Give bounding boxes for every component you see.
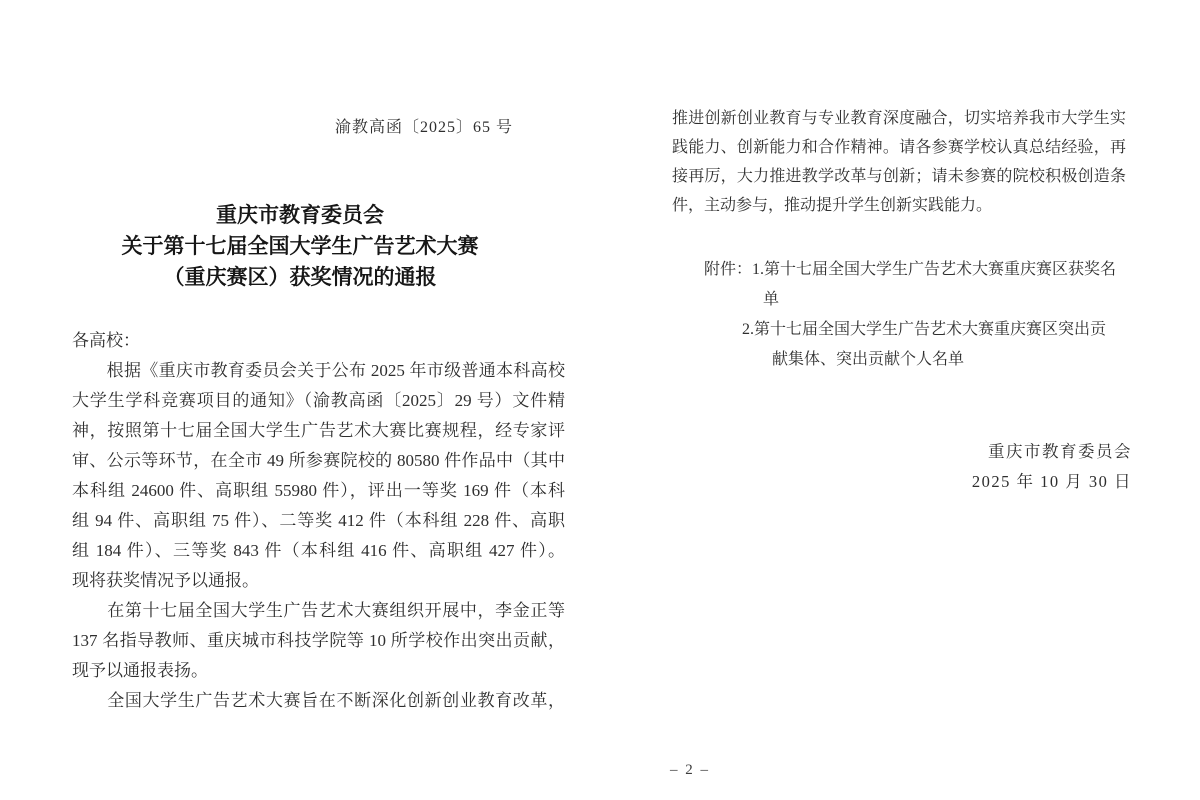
- body-line: 在第十七届全国大学生广告艺术大赛组织开展中，李金正等: [72, 601, 565, 620]
- title-line: 关于第十七届全国大学生广告艺术大赛: [121, 234, 479, 258]
- body-line: 现将获奖情况予以通报。: [72, 571, 259, 590]
- attachment-line: 献集体、突出贡献个人名单: [772, 351, 965, 368]
- body-line: 大学生学科竞赛项目的通知》（渝教高函〔2025〕29 号）文件精: [72, 391, 565, 410]
- body-line: 现予以通报表扬。: [72, 661, 208, 680]
- body-line: 践能力、创新能力和合作精神。请各参赛学校认真总结经验，再: [672, 139, 1126, 156]
- body-line: 接再厉，大力推进教学改革与创新；请未参赛的院校积极创造条: [672, 168, 1126, 185]
- body-line: 推进创新创业教育与专业教育深度融合，切实培养我市大学生实: [672, 110, 1126, 127]
- body-line: 根据《重庆市教育委员会关于公布 2025 年市级普通本科高校: [72, 361, 565, 380]
- body-line: 本科组 24600 件、高职组 55980 件），评出一等奖 169 件（本科: [72, 481, 565, 500]
- page-1-body: [72, 326, 565, 716]
- title-line: （重庆赛区）获奖情况的通报: [163, 265, 437, 289]
- attachment-line: 2.第十七届全国大学生广告艺术大赛重庆赛区突出贡: [742, 321, 1107, 338]
- issue-date: 2025 年 10 月 30 日: [971, 471, 1132, 491]
- attachment-line: 附件：1.第十七届全国大学生广告艺术大赛重庆赛区获奖名: [704, 261, 1117, 278]
- doc-number: 渝教高函〔2025〕65 号: [334, 119, 513, 136]
- body-line: 件，主动参与，推动提升学生创新实践能力。: [672, 197, 993, 214]
- signer-name: 重庆市教育委员会: [988, 442, 1132, 461]
- page-number: – 2 –: [670, 762, 710, 778]
- salutation: 各高校：: [72, 331, 140, 350]
- body-line: 神，按照第十七届全国大学生广告艺术大赛比赛规程，经专家评: [72, 421, 565, 440]
- attachment-list: [672, 255, 1126, 375]
- body-line: 组 184 件）、三等奖 843 件（本科组 416 件、高职组 427 件）。: [72, 541, 565, 560]
- body-line: 组 94 件、高职组 75 件）、二等奖 412 件（本科组 228 件、高职: [72, 511, 565, 530]
- doc-title: [60, 200, 540, 293]
- title-line: 重庆市教育委员会: [216, 203, 384, 227]
- body-line: 全国大学生广告艺术大赛旨在不断深化创新创业教育改革，: [72, 691, 565, 710]
- body-line: 审、公示等环节，在全市 49 所参赛院校的 80580 件作品中（其中: [72, 451, 565, 470]
- page-2-body: [672, 104, 1126, 220]
- body-line: 137 名指导教师、重庆城市科技学院等 10 所学校作出突出贡献，: [72, 631, 565, 650]
- attachment-line: 单: [763, 291, 780, 308]
- signature-block: [672, 437, 1132, 496]
